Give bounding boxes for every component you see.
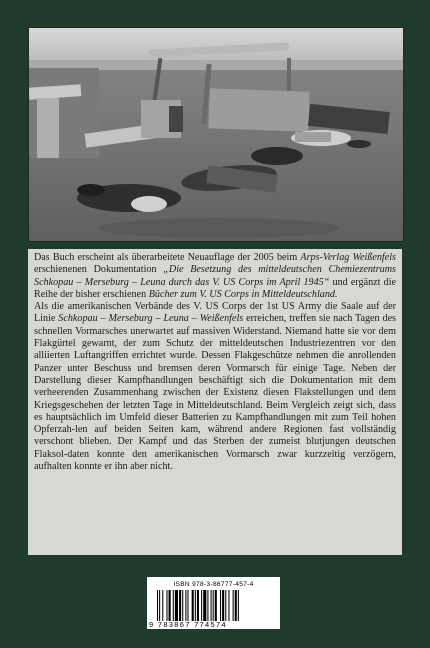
barcode-bar — [157, 590, 158, 621]
barcode-digits: 9 783867 774574 — [149, 620, 227, 629]
blurb-series: Bücher zum V. US Corps in Mitteldeutschland. — [148, 288, 338, 300]
barcode-bar — [225, 590, 226, 621]
archival-photo-icon — [29, 28, 403, 241]
barcode-bar — [201, 590, 202, 621]
back-cover-text-panel — [28, 249, 402, 555]
cover-photo — [28, 27, 404, 242]
barcode-bar — [211, 590, 212, 621]
blurb-text — [34, 252, 396, 473]
barcode-bar — [166, 590, 167, 621]
barcode-bar — [185, 590, 186, 621]
blurb-intro-b: erschienenen Dokumentation — [34, 264, 164, 276]
barcode-bar — [169, 590, 171, 621]
barcode-bar — [233, 590, 234, 621]
barcode-bar — [173, 590, 174, 621]
blurb-intro-c: und ergänzt die Reihe der bisher erschienen — [34, 276, 397, 300]
barcode-bar — [187, 590, 188, 621]
barcode-bar — [207, 590, 208, 621]
blurb-body-a: Als die amerikanischen Verbände des V. US Corps der 1st US Army die Saale auf der Linie — [34, 301, 396, 325]
blurb-front-line: Schkopau – Merseburg – Leuna – Weißenfels — [58, 313, 244, 325]
barcode-bar — [182, 590, 183, 621]
barcode-bar — [215, 590, 217, 621]
barcode-bar — [197, 590, 199, 621]
barcode-bar — [195, 590, 196, 621]
blurb-intro: Das Buch erscheint als überarbeitete Neuauflage der 2005 beim — [34, 252, 301, 263]
barcode-bar — [162, 590, 163, 621]
isbn-label: ISBN 978-3-86777-457-4 — [173, 581, 254, 588]
barcode-icon — [157, 590, 272, 621]
barcode-bar — [220, 590, 221, 621]
isbn-barcode — [147, 577, 280, 629]
blurb-body-b: erreichen, treffen sie nach Tagen des schnellen Vormarsches unerwartet auf massiven Widerstand. Niemand hatte sie vor dem Flakgürtel gewarnt, der zum Schutz der mitteldeutschen Industriezentren vor den alliierten Luftangriffen errichtet wurde. Dessen Flakgeschütze nehmen die anrollenden Panzer unter Beschuss und bremsen deren Vormarsch für einige Tage. Neben der Darstellung dieser Kampfhandlungen beschäftigt sich die Dokumentation mit dem verheerenden Zusammenhang zwischen der Existenz diesen Flakstellungen und dem Kriegsgeschehen der letzten Tage in Mitteldeutschland. Beim Vergleich zeigt sich, dass es hauptsächlich im Umfeld dieser Batterien zu Kampfhandlungen mit zum Teil hohen Opferzah-len auf beiden Seiten kam, während andere Regionen fast vollständig verschont blieben. Der Kampf und das Sterben der zumeist blutjungen deutschen Flaksol-daten konnte den amerikanischen Vormarsch zwar kurzzeitig verzögern, aufhalten konnte er ihn aber nicht. — [34, 313, 396, 473]
barcode-bar — [203, 590, 206, 621]
barcode-bar — [228, 590, 229, 621]
blurb-book-title: „Die Besetzung des mitteldeutschen Chemiezentrums Schkopau – Merseburg – Leuna durch das V. US Corps im April 1945“ — [34, 264, 396, 288]
barcode-bar — [238, 590, 239, 621]
barcode-bar — [175, 590, 178, 621]
blurb-publisher: Arps-Verlag Weißenfels — [300, 252, 396, 263]
barcode-bar — [235, 590, 237, 621]
barcode-bar — [192, 590, 194, 621]
barcode-bar — [222, 590, 224, 621]
barcode-bar — [159, 590, 160, 621]
barcode-bar — [213, 590, 214, 621]
barcode-bar — [179, 590, 181, 621]
